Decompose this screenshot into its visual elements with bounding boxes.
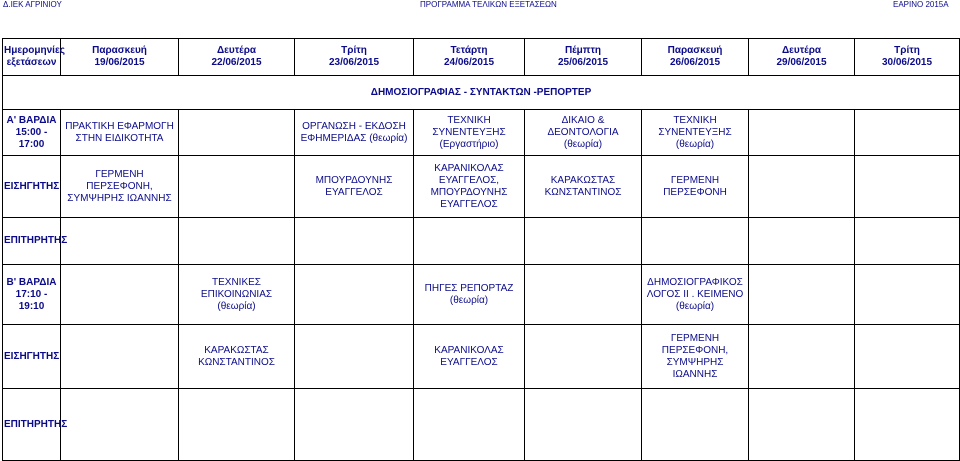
zone-a-supervisors-row	[3, 218, 960, 265]
supervisor-label: ΕΠΙΤΗΡΗΤΗΣ	[3, 389, 61, 461]
supervisor-cell	[749, 218, 855, 265]
zone-a-examiners-row	[3, 156, 960, 218]
examiner-cell	[749, 325, 855, 389]
examiner-cell	[61, 325, 179, 389]
examiner-cell: ΚΑΡΑΚΩΣΤΑΣ ΚΩΝΣΤΑΝΤΙΝΟΣ	[179, 325, 295, 389]
subject-cell: ΠΗΓΕΣ ΡΕΠΟΡΤΑΖ (θεωρία)	[414, 265, 525, 325]
subject-cell: ΔΗΜΟΣΙΟΓΡΑΦΙΚΟΣ ΛΟΓΟΣ ΙΙ . ΚΕΙΜΕΝΟ (θεωρία)	[642, 265, 749, 325]
examiner-cell: ΓΕΡΜΕΝΗ ΠΕΡΣΕΦΟΝΗ	[642, 156, 749, 218]
examiner-cell	[179, 156, 295, 218]
specialty-title: ΔΗΜΟΣΙΟΓΡΑΦΙΑΣ - ΣΥΝΤΑΚΤΩΝ -ΡΕΠΟΡΤΕΡ	[3, 76, 960, 110]
supervisor-cell	[179, 218, 295, 265]
date-header-cell: Πέμπτη 25/06/2015	[525, 39, 642, 76]
examiner-cell	[855, 325, 960, 389]
subject-cell: ΤΕΧΝΙΚΕΣ ΕΠΙΚΟΙΝΩΝΙΑΣ (θεωρία)	[179, 265, 295, 325]
examiner-cell: ΜΠΟΥΡΔΟΥΝΗΣ ΕΥΑΓΓΕΛΟΣ	[295, 156, 414, 218]
examiner-cell	[295, 325, 414, 389]
supervisor-cell	[525, 218, 642, 265]
subject-cell: ΤΕΧΝΙΚΗ ΣΥΝΕΝΤΕΥΞΗΣ (θεωρία)	[642, 110, 749, 156]
zone-a-subjects-row	[3, 110, 960, 156]
supervisor-cell	[414, 218, 525, 265]
zone-b-subjects-row	[3, 265, 960, 325]
subject-cell: ΤΕΧΝΙΚΗ ΣΥΝΕΝΤΕΥΞΗΣ (Εργαστήριο)	[414, 110, 525, 156]
specialty-row	[3, 76, 960, 110]
supervisor-cell	[414, 389, 525, 461]
top-header-bar	[0, 0, 960, 10]
subject-cell	[525, 265, 642, 325]
supervisor-cell	[642, 218, 749, 265]
semester-label: ΕΑΡΙΝΟ 2015Α	[893, 0, 949, 9]
examiner-cell: ΚΑΡΑΚΩΣΤΑΣ ΚΩΝΣΤΑΝΤΙΝΟΣ	[525, 156, 642, 218]
school-name: Δ.ΙΕΚ ΑΓΡΙΝΙΟΥ	[3, 0, 62, 9]
supervisor-cell	[855, 389, 960, 461]
subject-cell	[855, 110, 960, 156]
subject-cell	[749, 110, 855, 156]
supervisor-cell	[749, 389, 855, 461]
date-header-cell: Παρασκευή 26/06/2015	[642, 39, 749, 76]
supervisor-cell	[642, 389, 749, 461]
subject-cell: ΔΙΚΑΙΟ & ΔΕΟΝΤΟΛΟΓΙΑ (θεωρία)	[525, 110, 642, 156]
examiner-cell	[525, 325, 642, 389]
supervisor-cell	[295, 218, 414, 265]
date-header-cell: Δευτέρα 22/06/2015	[179, 39, 295, 76]
examiner-cell: ΓΕΡΜΕΝΗ ΠΕΡΣΕΦΟΝΗ, ΣΥΜΨΗΡΗΣ ΙΩΑΝΝΗΣ	[642, 325, 749, 389]
examiner-label: ΕΙΣΗΓΗΤΗΣ	[3, 156, 61, 218]
supervisor-cell	[61, 389, 179, 461]
supervisor-cell	[61, 218, 179, 265]
date-header-cell: Τρίτη 23/06/2015	[295, 39, 414, 76]
date-header-cell: Παρασκευή 19/06/2015	[61, 39, 179, 76]
zone-b-supervisors-row	[3, 389, 960, 461]
zone-a-label-cell: Α' ΒΑΡΔΙΑ 15:00 - 17:00	[3, 110, 61, 156]
dates-header-row	[3, 39, 960, 76]
subject-cell	[749, 265, 855, 325]
date-header-cell: Τρίτη 30/06/2015	[855, 39, 960, 76]
dates-label-cell: Ημερομηνίες εξετάσεων	[3, 39, 61, 76]
examiner-cell	[749, 156, 855, 218]
date-header-cell: Τετάρτη 24/06/2015	[414, 39, 525, 76]
supervisor-cell	[295, 389, 414, 461]
supervisor-label: ΕΠΙΤΗΡΗΤΗΣ	[3, 218, 61, 265]
examiner-cell: ΚΑΡΑΝΙΚΟΛΑΣ ΕΥΑΓΓΕΛΟΣ, ΜΠΟΥΡΔΟΥΝΗΣ ΕΥΑΓΓΕΛΟΣ	[414, 156, 525, 218]
examiner-cell	[855, 156, 960, 218]
subject-cell	[61, 265, 179, 325]
exam-schedule-table	[2, 38, 960, 461]
supervisor-cell	[525, 389, 642, 461]
date-header-cell: Δευτέρα 29/06/2015	[749, 39, 855, 76]
subject-cell: ΠΡΑΚΤΙΚΗ ΕΦΑΡΜΟΓΗ ΣΤΗΝ ΕΙΔΙΚΟΤΗΤΑ	[61, 110, 179, 156]
supervisor-cell	[179, 389, 295, 461]
subject-cell	[855, 265, 960, 325]
zone-b-examiners-row	[3, 325, 960, 389]
examiner-cell: ΓΕΡΜΕΝΗ ΠΕΡΣΕΦΟΝΗ, ΣΥΜΨΗΡΗΣ ΙΩΑΝΝΗΣ	[61, 156, 179, 218]
examiner-label: ΕΙΣΗΓΗΤΗΣ	[3, 325, 61, 389]
subject-cell: ΟΡΓΑΝΩΣΗ - ΕΚΔΟΣΗ ΕΦΗΜΕΡΙΔΑΣ (θεωρία)	[295, 110, 414, 156]
subject-cell	[295, 265, 414, 325]
examiner-cell: ΚΑΡΑΝΙΚΟΛΑΣ ΕΥΑΓΓΕΛΟΣ	[414, 325, 525, 389]
supervisor-cell	[855, 218, 960, 265]
subject-cell	[179, 110, 295, 156]
program-title: ΠΡΟΓΡΑΜΜΑ ΤΕΛΙΚΩΝ ΕΞΕΤΑΣΕΩΝ	[420, 0, 557, 9]
zone-b-label-cell: Β' ΒΑΡΔΙΑ 17:10 - 19:10	[3, 265, 61, 325]
